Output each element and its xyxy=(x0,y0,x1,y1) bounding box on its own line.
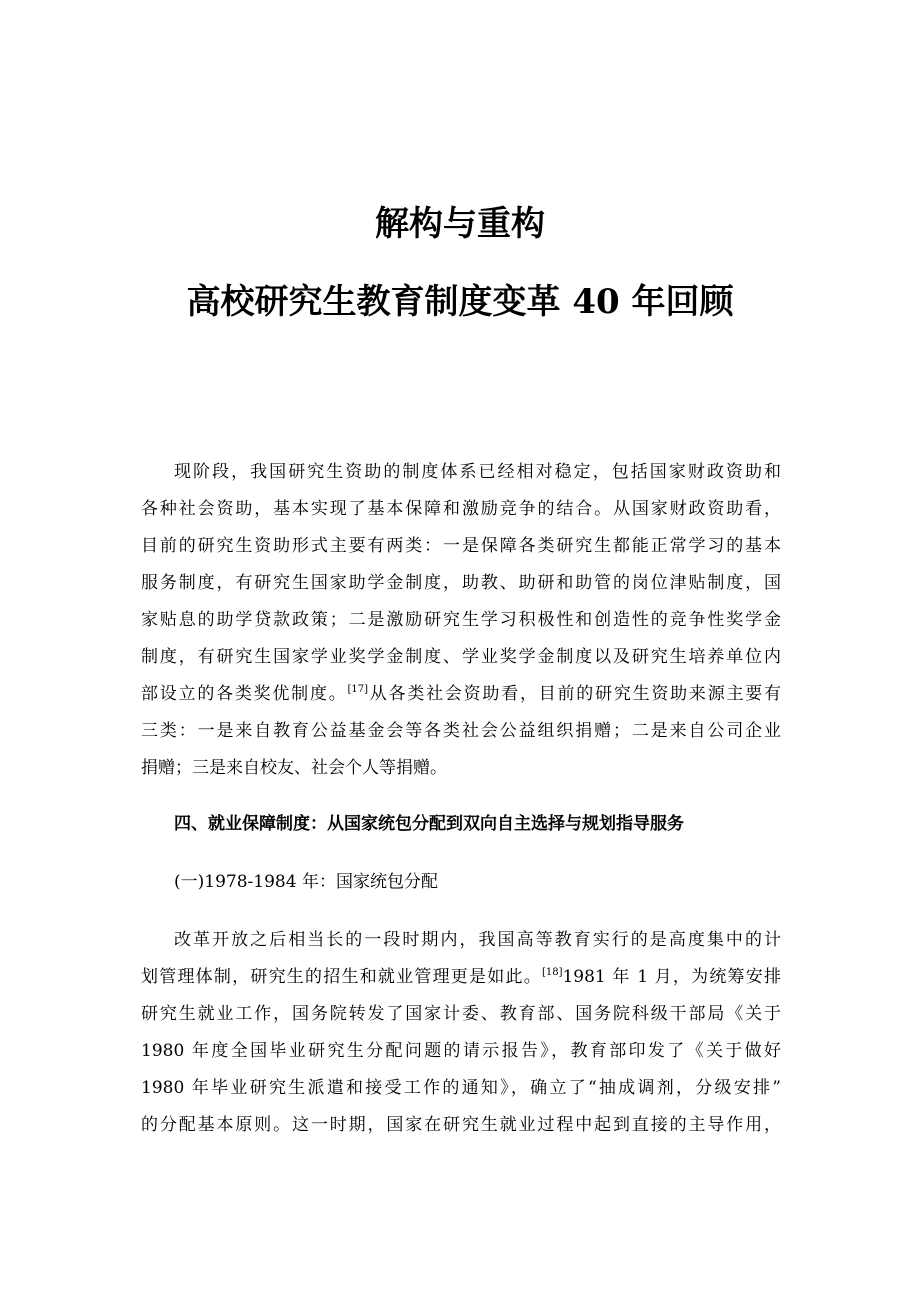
paragraph-line: 研究生就业工作，国务院转发了国家计委、教育部、国务院科级干部局《关于 xyxy=(141,1004,781,1024)
paragraph-line: 服务制度，有研究生国家助学金制度，助教、助研和助管的岗位津贴制度，国 xyxy=(141,573,781,593)
paragraph-line: 1980 年毕业研究生派遣和接受工作的通知》，确立了“抽成调剂，分级安排” xyxy=(141,1078,781,1098)
paragraph-line: 制度，有研究生国家学业奖学金制度、学业奖学金制度以及研究生培养单位内 xyxy=(141,647,781,667)
section-heading: 四、就业保障制度：从国家统包分配到双向自主选择与规划指导服务 xyxy=(174,814,684,834)
citation-ref: [18] xyxy=(541,967,563,978)
paragraph-text: 划管理体制，研究生的招生和就业管理更是如此。 xyxy=(141,967,542,987)
citation-ref: [17] xyxy=(347,684,369,695)
paragraph-line: 目前的研究生资助形式主要有两类：一是保障各类研究生都能正常学习的基本 xyxy=(141,536,781,556)
document-subtitle: 高校研究生教育制度变革 40 年回顾 xyxy=(186,282,734,322)
paragraph-line: 现阶段，我国研究生资助的制度体系已经相对稳定，包括国家财政资助和 xyxy=(174,462,781,482)
paragraph-line: 家贴息的助学贷款政策；二是激励研究生学习积极性和创造性的竞争性奖学金 xyxy=(141,610,781,630)
paragraph-line: 三类：一是来自教育公益基金会等各类社会公益组织捐赠；二是来自公司企业 xyxy=(141,721,781,741)
paragraph-text: 1981 年 1 月，为统筹安排 xyxy=(562,967,782,987)
paragraph-text: 从各类社会资助看，目前的研究生资助来源主要有 xyxy=(368,684,782,704)
paragraph-line: 的分配基本原则。这一时期，国家在研究生就业过程中起到直接的主导作用， xyxy=(141,1115,781,1135)
paragraph-line: 改革开放之后相当长的一段时期内，我国高等教育实行的是高度集中的计 xyxy=(174,930,781,950)
section-subheading: (一)1978-1984 年：国家统包分配 xyxy=(174,872,438,892)
paragraph-line: 1980 年度全国毕业研究生分配问题的请示报告》，教育部印发了《关于做好 xyxy=(141,1041,781,1061)
paragraph-text: 部设立的各类奖优制度。 xyxy=(141,684,348,704)
paragraph-line xyxy=(141,682,781,706)
paragraph-line: 捐赠；三是来自校友、社会个人等捐赠。 xyxy=(141,758,447,778)
document-title: 解构与重构 xyxy=(375,204,545,244)
paragraph-line xyxy=(141,965,781,989)
paragraph-line: 各种社会资助，基本实现了基本保障和激励竞争的结合。从国家财政资助看， xyxy=(141,499,781,519)
